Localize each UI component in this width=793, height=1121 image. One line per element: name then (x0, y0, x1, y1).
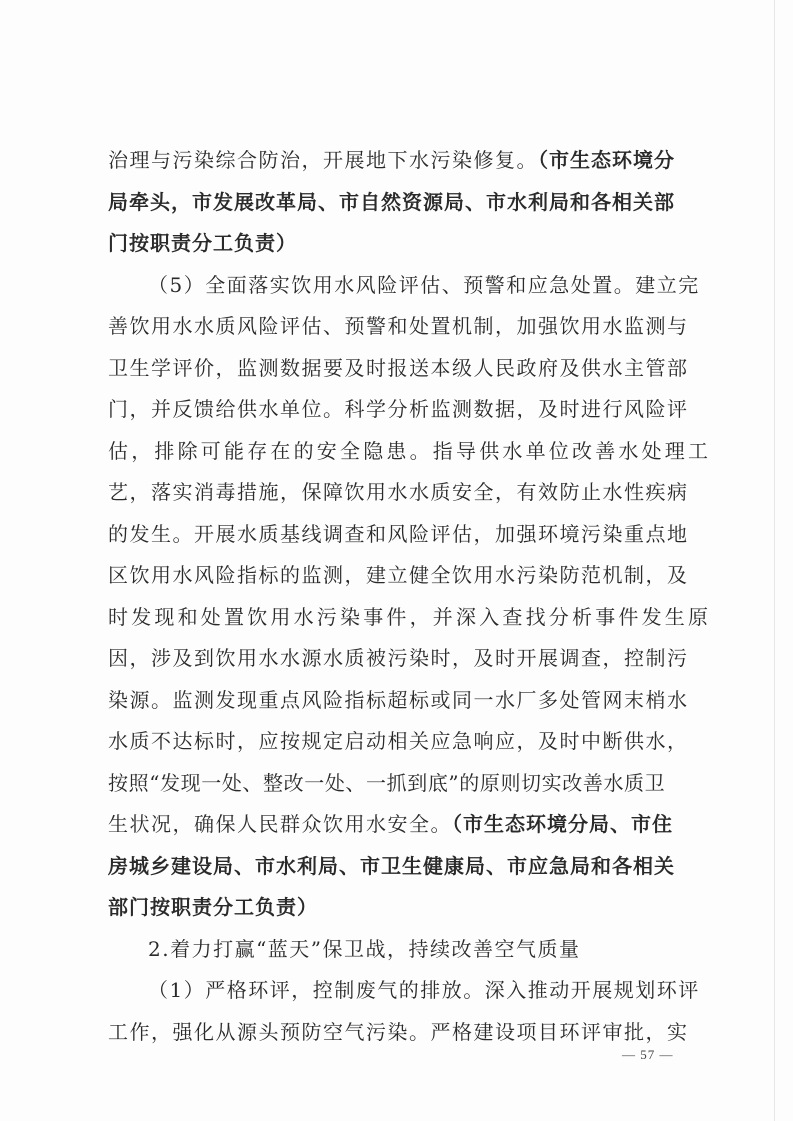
text-line: 水质不达标时，应按规定启动相关应急响应，及时中断供水， (108, 729, 689, 753)
text-span: 生状况，确保人民群众饮用水安全。 (108, 812, 452, 836)
scan-edge-line (774, 0, 775, 1121)
text-line: 估，排除可能存在的安全隐患。指导供水单位改善水处理工 (108, 438, 712, 463)
text-line: 时发现和处置饮用水污染事件，并深入查找分析事件发生原 (108, 604, 712, 629)
responsibility-note-line: 房城乡建设局、市水利局、市卫生健康局、市应急局和各相关 (108, 853, 675, 878)
text-line: 卫生学评价，监测数据要及时报送本级人民政府及供水主管部 (108, 355, 689, 380)
text-line (108, 140, 690, 182)
text-line (108, 804, 690, 846)
paragraph-start-line: （1）严格环评，控制废气的排放。深入推动开展规划环评 (148, 978, 700, 1002)
text-line: 按照“发现一处、整改一处、一抓到底”的原则切实改善水质卫 (108, 770, 666, 795)
text-line: 的发生。开展水质基线调查和风险评估，加强环境污染重点地 (108, 521, 689, 546)
text-line: 善饮用水水质风险评估、预警和处置机制，加强饮用水监测与 (108, 314, 689, 338)
text-line: 染源。监测发现重点风险指标超标或同一水厂多处管网末梢水 (108, 687, 689, 712)
text-line: 工作，强化从源头预防空气污染。严格建设项目环评审批，实 (108, 1019, 689, 1044)
page-number: — 57 — (622, 1047, 674, 1062)
text-line: 门，并反馈给供水单位。科学分析监测数据，及时进行风险评 (108, 397, 689, 421)
text-span: 治理与污染综合防治，开展地下水污染修复。 (108, 148, 538, 172)
text-line: 艺，落实消毒措施，保障饮用水水质安全，有效防止水性疾病 (108, 480, 689, 504)
text-line: 区饮用水风险指标的监测，建立健全饮用水污染防范机制，及 (108, 563, 689, 587)
body-text (108, 140, 712, 1053)
responsibility-note-line: 门按职责分工负责） (108, 231, 297, 255)
responsibility-note: （市生态环境分局、市住 (452, 812, 673, 836)
responsibility-note-line: 局牵头，市发展改革局、市自然资源局、市水利局和各相关部 (108, 189, 675, 214)
text-line: 因，涉及到饮用水水源水质被污染时，及时开展调查，控制污 (108, 646, 689, 670)
section-heading: 2.着力打赢“蓝天”保卫战，持续改善空气质量 (148, 936, 581, 961)
responsibility-note-line: 部门按职责分工负责） (108, 895, 318, 919)
paragraph-start-line: （5）全面落实饮用水风险评估、预警和应急处置。建立完 (148, 272, 700, 297)
responsibility-note: （市生态环境分 (538, 148, 675, 172)
